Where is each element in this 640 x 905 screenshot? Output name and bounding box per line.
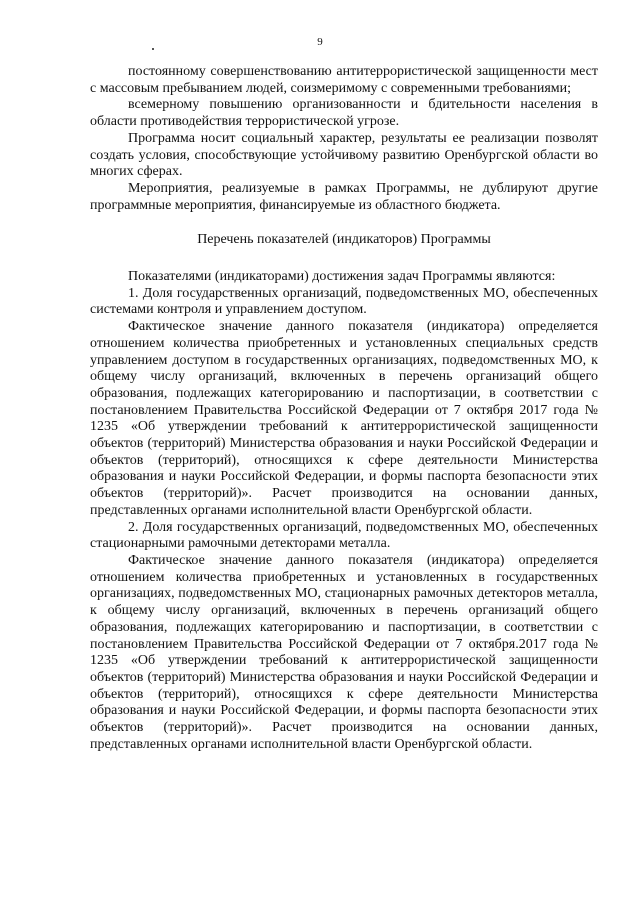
indicator-2-title: 2. Доля государственных организаций, подведомственных МО, обеспеченных стационарными рамочными детекторами металла. — [90, 519, 598, 552]
paragraph: Мероприятия, реализуемые в рамках Программы, не дублируют другие программные мероприятия, финансируемые из областного бюджета. — [90, 180, 598, 213]
paragraph: всемерному повышению организованности и бдительности населения в области противодействия террористической угрозе. — [90, 97, 598, 130]
section-heading: Перечень показателей (индикаторов) Программы — [197, 232, 491, 248]
indicator-1-description: Фактическое значение данного показателя (индикатора) определяется отношением количества приобретенных и установленных специальных средств управлением доступом в государственных организациях, подведомственных МО, к общему числу организаций, включенных в перечень организаций общего образования, подлежащих категорированию и паспортизации, в соответствии с постановлением Правительства Российской Федерации от 7 октября 2017 года № 1235 «Об утверждении требований к антитеррористической защищенности объектов (территорий) Министерства образования и науки Российской Федерации и объектов (территорий), относящихся к сфере деятельности Министерства образования и науки Российской Федерации, и формы паспорта безопасности этих объектов (территорий)». Расчет производится на основании данных, представленных органами исполнительной власти Оренбургской области. — [90, 319, 598, 518]
indicator-1-title: 1. Доля государственных организаций, подведомственных МО, обеспеченных системами контроля и управлением доступом. — [90, 285, 598, 318]
paragraph: Программа носит социальный характер, результаты ее реализации позволят создать условия, способствующие устойчивому развитию Оренбургской области во многих сферах. — [90, 130, 598, 180]
scan-speck — [152, 48, 154, 50]
indicator-2-description: Фактическое значение данного показателя (индикатора) определяется отношением количества приобретенных и установленных в государственных организациях, подведомственных МО, стационарных рамочных детекторов металла, к общему числу организаций, включенных в перечень организаций общего образования, подлежащих категорированию и паспортизации, в соответствии с постановлением Правительства Российской Федерации от 7 октября.2017 года № 1235 «Об утверждении требований к антитеррористической защищенности объектов (территорий) Министерства образования и науки Российской Федерации и объектов (территорий), относящихся к сфере деятельности Министерства образования и науки Российской Федерации, и формы паспорта безопасности этих объектов (территорий)». Расчет производится на основании данных, представленных органами исполнительной власти Оренбургской области. — [90, 552, 598, 752]
paragraph: постоянному совершенствованию антитеррористической защищенности мест с массовым пребыванием людей, соизмеримому с современными требованиями; — [90, 64, 598, 96]
page-number: 9 — [317, 36, 323, 48]
paragraph: Показателями (индикаторами) достижения задач Программы являются: — [128, 269, 556, 285]
page-body — [90, 64, 598, 753]
